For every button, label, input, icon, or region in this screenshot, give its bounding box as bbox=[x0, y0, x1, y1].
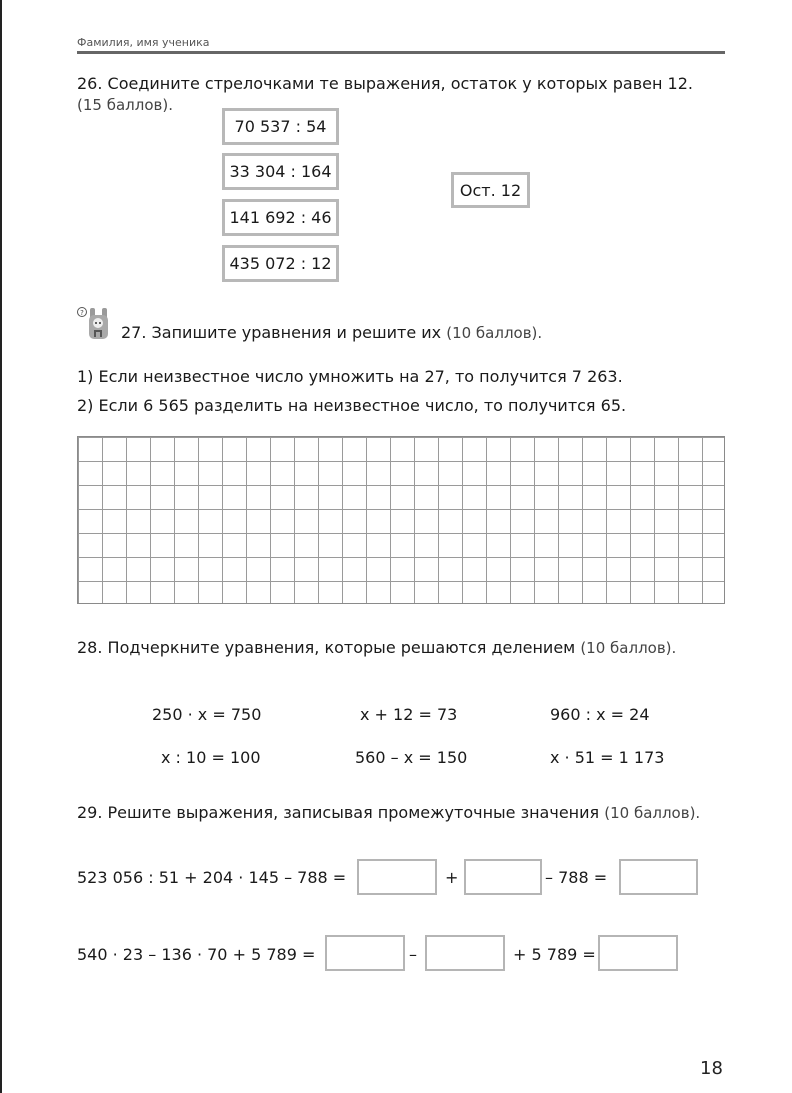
answer-grid[interactable] bbox=[77, 436, 725, 604]
expression-text: 33 304 : 164 bbox=[229, 162, 332, 181]
task26-expression-4[interactable] bbox=[222, 245, 339, 282]
task29-row2-expression: 540 · 23 – 136 · 70 + 5 789 = bbox=[77, 945, 316, 964]
task26-expression-3[interactable] bbox=[222, 199, 339, 236]
equation[interactable]: x + 12 = 73 bbox=[360, 705, 458, 724]
task29-row2-operator-2: + 5 789 = bbox=[513, 945, 596, 964]
task26-expression-2[interactable] bbox=[222, 153, 339, 190]
task29-row1-operator-1: + bbox=[445, 868, 459, 887]
task27-title: 27. Запишите уравнения и решите их bbox=[121, 323, 442, 342]
page-edge bbox=[0, 0, 2, 1093]
page-number: 18 bbox=[700, 1058, 723, 1079]
svg-text:?: ? bbox=[80, 309, 84, 317]
task27-points: (10 баллов). bbox=[446, 324, 543, 342]
expression-text: 70 537 : 54 bbox=[234, 117, 327, 136]
task29-title-row bbox=[77, 803, 700, 822]
equation[interactable]: 560 – x = 150 bbox=[355, 748, 468, 767]
equation[interactable]: x : 10 = 100 bbox=[161, 748, 261, 767]
task29-row2-answer-2[interactable] bbox=[425, 935, 505, 971]
mascot-question-icon bbox=[76, 306, 116, 342]
task29-points: (10 баллов). bbox=[604, 804, 701, 822]
task29-row1-result[interactable] bbox=[619, 859, 698, 895]
task29-row1-answer-2[interactable] bbox=[464, 859, 542, 895]
equation[interactable]: x · 51 = 1 173 bbox=[550, 748, 665, 767]
student-name-line[interactable] bbox=[77, 51, 725, 54]
task26-points: (15 баллов). bbox=[77, 96, 173, 114]
equation[interactable]: 960 : x = 24 bbox=[550, 705, 650, 724]
task27-title-row bbox=[121, 323, 542, 342]
task27-item-2: 2) Если 6 565 разделить на неизвестное число, то получится 65. bbox=[77, 396, 627, 415]
task26-remainder-target[interactable] bbox=[451, 172, 530, 208]
expression-text: 141 692 : 46 bbox=[229, 208, 332, 227]
remainder-text: Ост. 12 bbox=[459, 180, 522, 200]
task29-row2-result[interactable] bbox=[598, 935, 678, 971]
task28-title-row bbox=[77, 638, 676, 657]
task29-row2-answer-1[interactable] bbox=[325, 935, 405, 971]
task28-title: 28. Подчеркните уравнения, которые решаются делением bbox=[77, 638, 576, 657]
task29-row1-expression: 523 056 : 51 + 204 · 145 – 788 = bbox=[77, 868, 347, 887]
equation[interactable]: 250 · x = 750 bbox=[152, 705, 262, 724]
task27-item-1: 1) Если неизвестное число умножить на 27, то получится 7 263. bbox=[77, 367, 623, 386]
task29-title: 29. Решите выражения, записывая промежуточные значения bbox=[77, 803, 600, 822]
task29-row1-answer-1[interactable] bbox=[357, 859, 437, 895]
task28-points: (10 баллов). bbox=[580, 639, 677, 657]
task29-row2-operator-1: – bbox=[409, 945, 417, 964]
task26-expression-1[interactable] bbox=[222, 108, 339, 145]
task26-title: 26. Соедините стрелочками те выражения, остаток у которых равен 12. bbox=[77, 74, 693, 93]
student-name-label: Фамилия, имя ученика bbox=[77, 36, 210, 49]
task29-row1-operator-2: – 788 = bbox=[545, 868, 608, 887]
expression-text: 435 072 : 12 bbox=[229, 254, 332, 273]
